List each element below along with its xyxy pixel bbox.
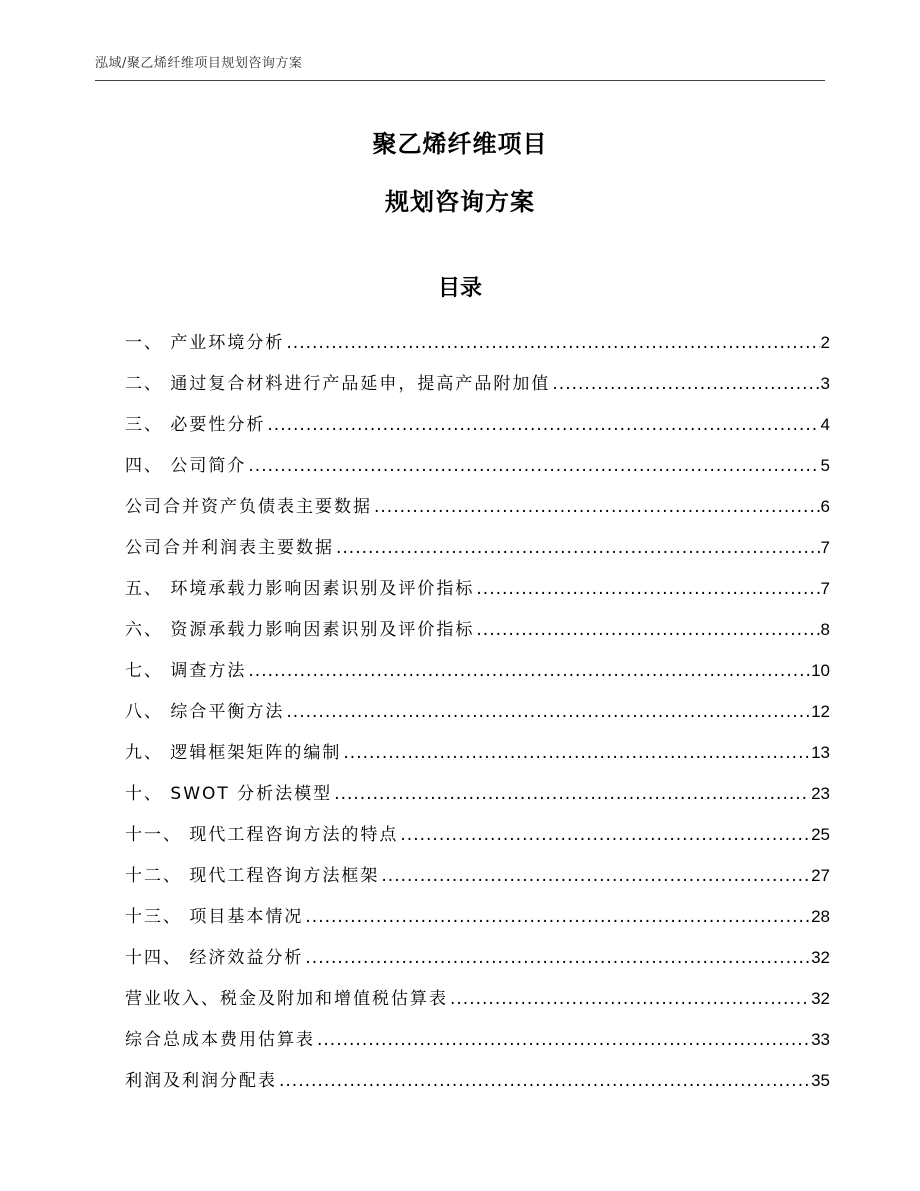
document-title: 聚乙烯纤维项目 bbox=[372, 130, 548, 158]
toc-entry[interactable] bbox=[125, 609, 830, 650]
toc-entry-page: 2 bbox=[820, 333, 830, 352]
toc-entry-page: 12 bbox=[811, 702, 830, 721]
toc-entry[interactable] bbox=[125, 322, 830, 363]
toc-entry[interactable] bbox=[125, 937, 830, 978]
toc-leader-dots bbox=[286, 323, 819, 364]
running-header: 泓域/聚乙烯纤维项目规划咨询方案 bbox=[95, 52, 825, 81]
toc-entry[interactable] bbox=[125, 404, 830, 445]
toc-leader-dots bbox=[317, 1020, 810, 1061]
toc-leader-dots bbox=[305, 938, 810, 979]
toc-leader-dots bbox=[286, 692, 810, 733]
toc-entry-page: 28 bbox=[811, 907, 830, 926]
toc-entry[interactable] bbox=[125, 363, 830, 404]
toc-entry-label: 公司合并资产负债表主要数据 bbox=[125, 497, 372, 517]
toc-entry-label: 十二、 现代工程咨询方法框架 bbox=[125, 866, 380, 886]
toc-leader-dots bbox=[381, 856, 810, 897]
toc-entry-page: 35 bbox=[811, 1071, 830, 1090]
toc-leader-dots bbox=[248, 446, 819, 487]
toc-leader-dots bbox=[279, 1061, 810, 1102]
toc-leader-dots bbox=[305, 897, 810, 938]
toc-entry-page: 7 bbox=[820, 538, 830, 557]
toc-entry[interactable] bbox=[125, 1019, 830, 1060]
toc-entry-page: 32 bbox=[811, 948, 830, 967]
toc-entry-label: 四、 公司简介 bbox=[125, 456, 247, 476]
toc-entry-page: 27 bbox=[811, 866, 830, 885]
toc-entry-label: 二、 通过复合材料进行产品延申，提高产品附加值 bbox=[125, 374, 551, 394]
toc-entry-label: 利润及利润分配表 bbox=[125, 1071, 277, 1091]
toc-entry[interactable] bbox=[125, 773, 830, 814]
toc-entry[interactable] bbox=[125, 855, 830, 896]
toc-entry-label: 十四、 经济效益分析 bbox=[125, 948, 304, 968]
toc-entry-page: 10 bbox=[811, 661, 830, 680]
toc-entry-label: 一、 产业环境分析 bbox=[125, 333, 285, 353]
toc-entry-label: 十一、 现代工程咨询方法的特点 bbox=[125, 825, 399, 845]
toc-entry[interactable] bbox=[125, 691, 830, 732]
toc-entry[interactable] bbox=[125, 527, 830, 568]
toc-entry[interactable] bbox=[125, 445, 830, 486]
toc-entry-page: 4 bbox=[820, 415, 830, 434]
toc-leader-dots bbox=[334, 774, 810, 815]
toc-entry[interactable] bbox=[125, 1060, 830, 1101]
toc-entry-label: 三、 必要性分析 bbox=[125, 415, 266, 435]
toc-leader-dots bbox=[476, 610, 819, 651]
toc-entry-label: 十、 SWOT 分析法模型 bbox=[125, 784, 333, 804]
toc-entry[interactable] bbox=[125, 896, 830, 937]
toc-entry-page: 5 bbox=[820, 456, 830, 475]
toc-entry[interactable] bbox=[125, 732, 830, 773]
toc-entry-label: 五、 环境承载力影响因素识别及评价指标 bbox=[125, 579, 475, 599]
toc-leader-dots bbox=[248, 651, 810, 692]
document-subtitle: 规划咨询方案 bbox=[385, 188, 535, 216]
toc-leader-dots bbox=[374, 487, 820, 528]
toc-leader-dots bbox=[476, 569, 819, 610]
toc-entry-page: 8 bbox=[820, 620, 830, 639]
toc-leader-dots bbox=[450, 979, 810, 1020]
table-of-contents bbox=[125, 322, 830, 1101]
toc-entry[interactable] bbox=[125, 568, 830, 609]
toc-leader-dots bbox=[343, 733, 810, 774]
toc-entry-label: 营业收入、税金及附加和增值税估算表 bbox=[125, 989, 448, 1009]
toc-entry[interactable] bbox=[125, 486, 830, 527]
toc-entry[interactable] bbox=[125, 650, 830, 691]
toc-entry-page: 25 bbox=[811, 825, 830, 844]
toc-entry-page: 7 bbox=[820, 579, 830, 598]
toc-entry[interactable] bbox=[125, 978, 830, 1019]
toc-leader-dots bbox=[336, 528, 820, 569]
toc-entry-page: 33 bbox=[811, 1030, 830, 1049]
toc-entry[interactable] bbox=[125, 814, 830, 855]
toc-entry-label: 六、 资源承载力影响因素识别及评价指标 bbox=[125, 620, 475, 640]
toc-entry-page: 32 bbox=[811, 989, 830, 1008]
toc-entry-label: 八、 综合平衡方法 bbox=[125, 702, 285, 722]
toc-entry-label: 综合总成本费用估算表 bbox=[125, 1030, 315, 1050]
toc-entry-page: 13 bbox=[811, 743, 830, 762]
toc-entry-page: 6 bbox=[820, 497, 830, 516]
toc-leader-dots bbox=[400, 815, 810, 856]
toc-heading: 目录 bbox=[437, 276, 482, 301]
toc-entry-label: 公司合并利润表主要数据 bbox=[125, 538, 334, 558]
toc-entry-label: 七、 调查方法 bbox=[125, 661, 247, 681]
toc-entry-page: 3 bbox=[820, 374, 830, 393]
toc-entry-label: 十三、 项目基本情况 bbox=[125, 907, 304, 927]
toc-entry-page: 23 bbox=[811, 784, 830, 803]
toc-leader-dots bbox=[552, 364, 819, 405]
toc-entry-label: 九、 逻辑框架矩阵的编制 bbox=[125, 743, 342, 763]
toc-leader-dots bbox=[267, 405, 819, 446]
